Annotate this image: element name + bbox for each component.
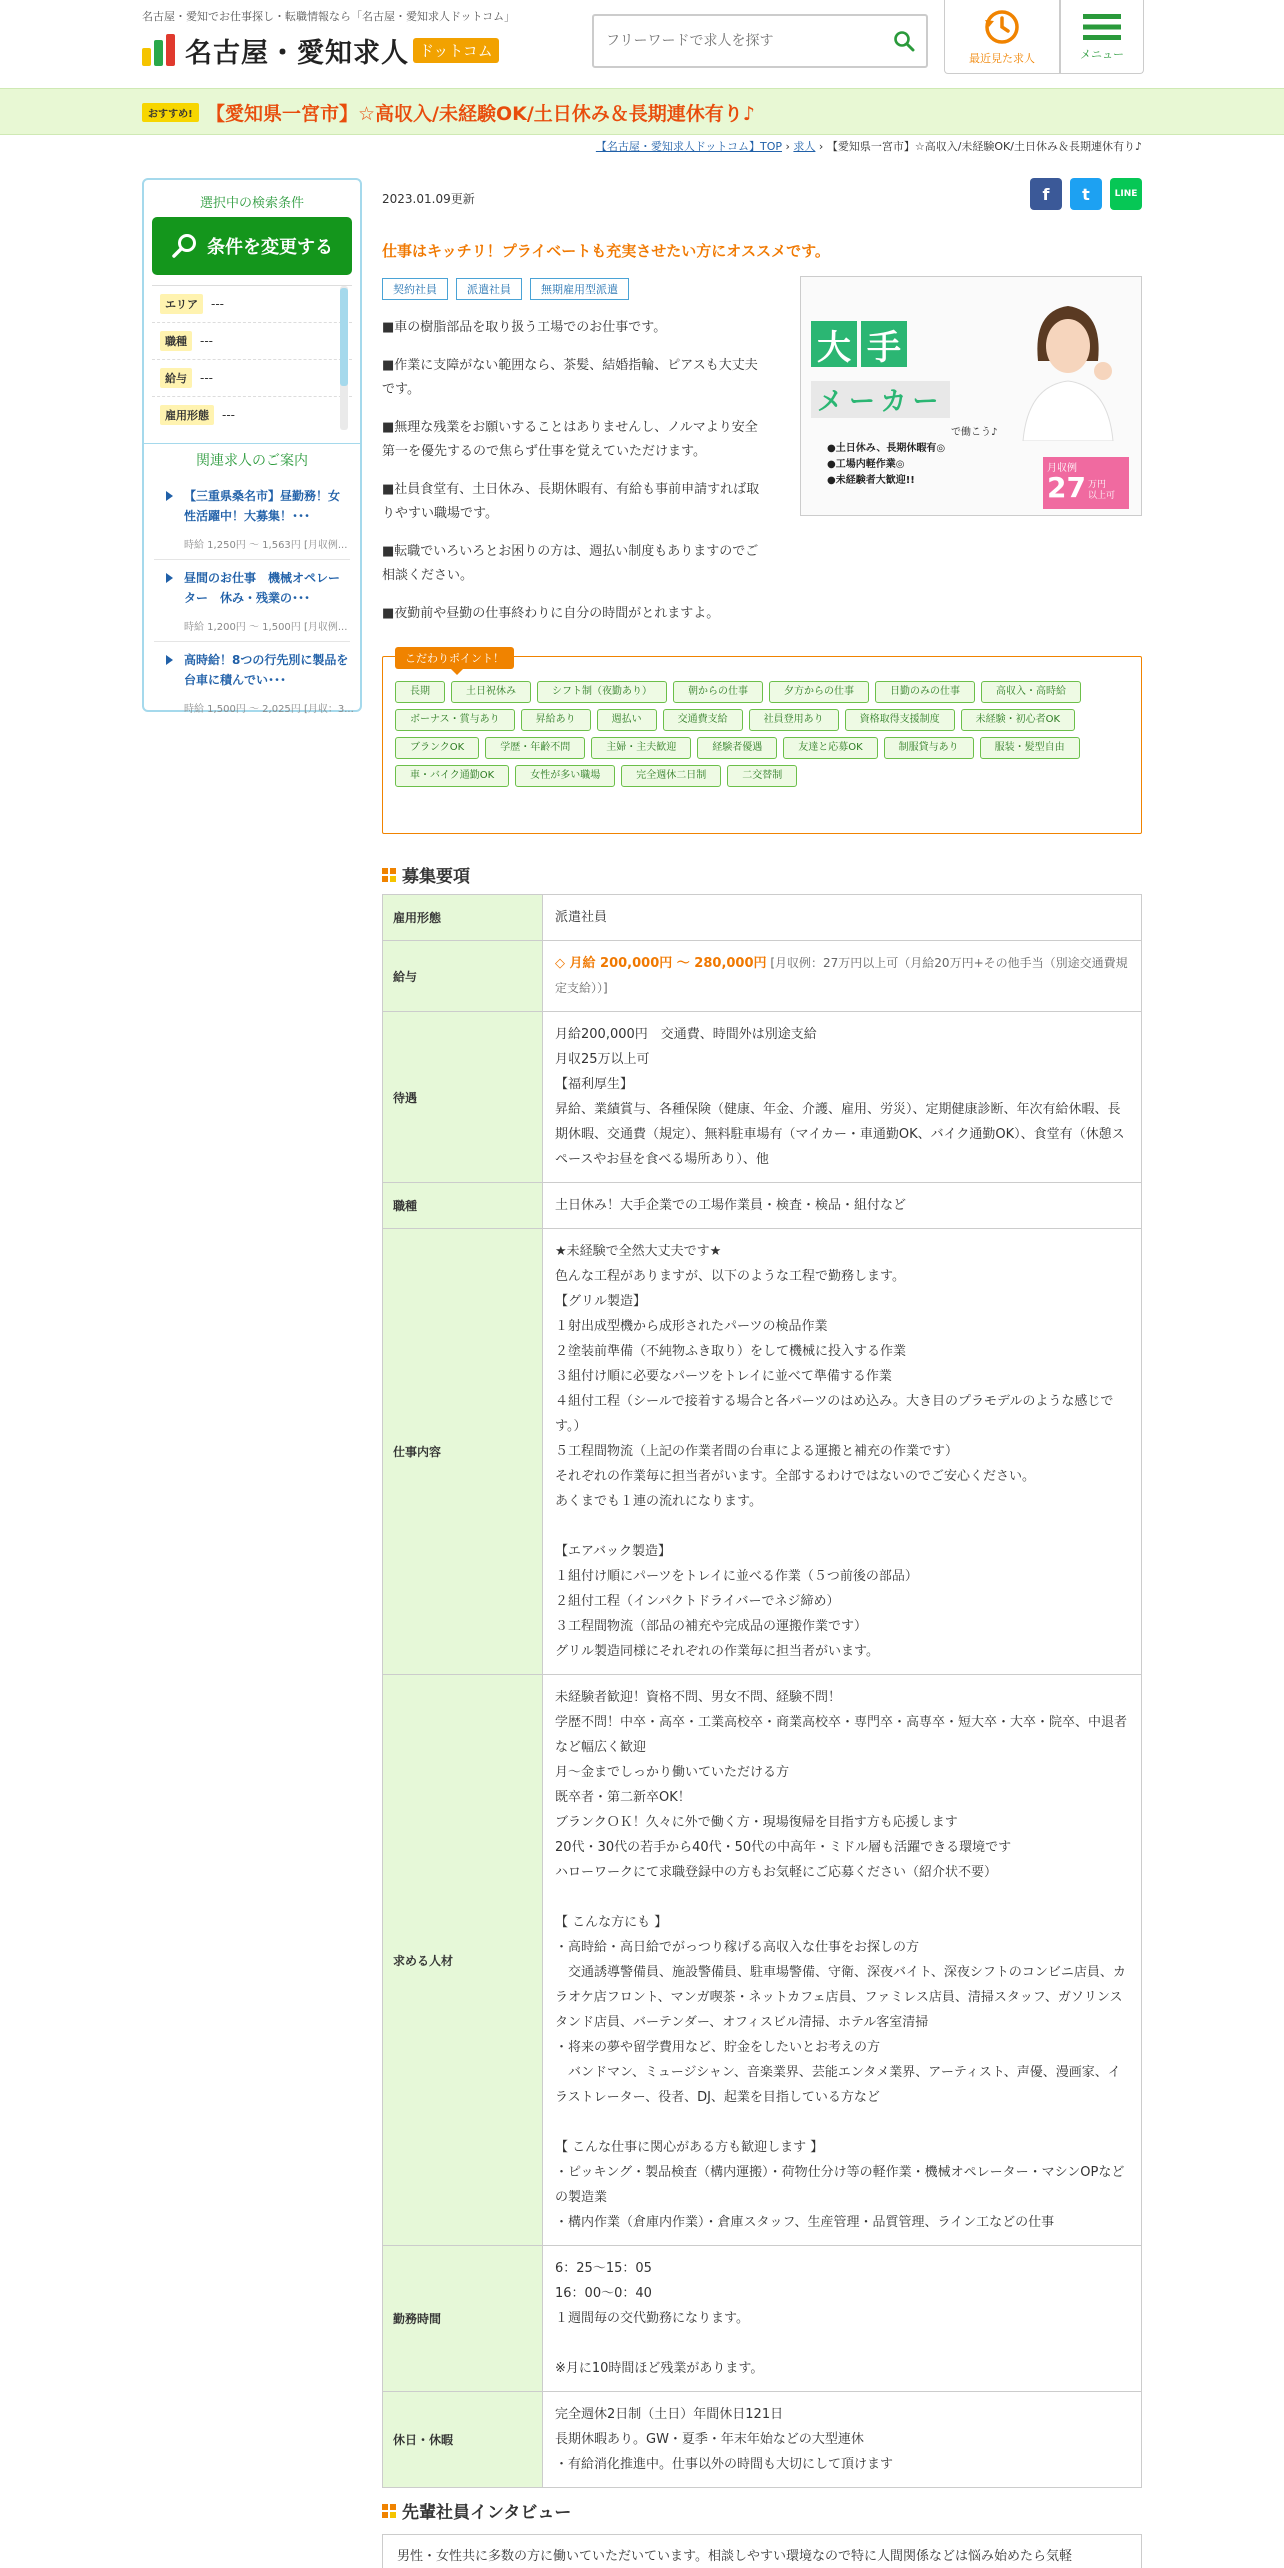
- job-title-bar: [0, 88, 1284, 135]
- breadcrumb-separator: ›: [782, 140, 794, 153]
- table-row: [383, 1229, 1142, 1675]
- condition-job-type: [152, 323, 352, 360]
- updated-date: 2023.01.09更新: [382, 192, 475, 206]
- kodawari-tag[interactable]: 長期: [395, 681, 445, 703]
- page-title: 【愛知県一宮市】☆高収入/未経験OK/土日休み＆長期連休有り♪: [206, 103, 755, 125]
- wanted-value: 未経験者歓迎！資格不問、男女不問、経験不問！ 学歴不問！中卒・高卒・工業高校卒・商業高校卒・専門卒・高専卒・短大卒・大卒・院卒、中退者など幅広く歓迎 月～金までしっかり働いていただける方 既卒者・第二新卒OK！ ブランクＯＫ！久々に外で働く方・現場復帰を目指す方も応援します 20代・30代の若手から40代・50代の中高年・ミドル層も活躍できる環境です ハローワークにて求職登録中の方もお気軽にご応募ください（紹介状不要） 【 こんな方にも 】 ・高時給・高日給でがっつり稼げる高収入な仕事をお探しの方 交通誘導警備員、施設警備員、駐車場警備、守衛、深夜バイト、深夜シフトのコンビニ店員、カラオケ店フロント、マンガ喫茶・ネットカフェ店員、ファミレス店員、清掃スタッフ、ガソリンスタンド店員、バーテンダー、オフィスビル清掃、ホテル客室清掃 ・将来の夢や留学費用など、貯金をしたいとお考えの方 バンドマン、ミュージシャン、音楽業界、芸能エンタメ業界、アーティスト、声優、漫画家、イラストレーター、役者、DJ、起業を目指している方など 【 こんな仕事に関心がある方も歓迎します 】 ・ピッキング・製品検査（構内運搬）・荷物仕分け等の軽作業・機械オペレーター・マシンOPなどの製造業 ・構内作業（倉庫内作業）・倉庫スタッフ、生産管理・品質管理、ライン工などの仕事: [543, 1675, 1142, 2246]
- line-icon: LINE: [1114, 189, 1138, 199]
- hamburger-menu-icon: [1083, 12, 1121, 42]
- row-header: 雇用形態: [383, 895, 543, 941]
- related-job-title[interactable]: 高時給！8つの行先別に製品を台車に積んでい･･･: [184, 653, 349, 687]
- change-conditions-label: 条件を変更する: [207, 237, 333, 258]
- condition-area: [152, 286, 352, 323]
- site-header: [0, 0, 1284, 88]
- banner-point: ●未経験者大歓迎!!: [827, 475, 915, 486]
- banner-income-label: 月収例: [1047, 463, 1077, 474]
- employment-tag: 派遣社員: [456, 278, 522, 300]
- job-description: [382, 316, 770, 640]
- holidays-value: 完全週休2日制（土日）年間休日121日 長期休暇あり。GW・夏季・年末年始などの大型連休 ・有給消化推進中。仕事以外の時間も大切にして頂けます: [543, 2392, 1142, 2488]
- employment-tag: 契約社員: [382, 278, 448, 300]
- keyword-search: [592, 14, 928, 68]
- description-paragraph: ■車の樹脂部品を取り扱う工場でのお仕事です。: [382, 320, 667, 335]
- hours-value: 6：25～15：05 16：00～0：40 １週間毎の交代勤務になります。 ※月に10時間ほど残業があります。: [543, 2246, 1142, 2392]
- table-row: [383, 1012, 1142, 1183]
- related-job-salary: 時給 1,500円 ～ 2,025円 [月収：3...: [184, 704, 354, 715]
- table-row: [383, 941, 1142, 1012]
- kodawari-points: [382, 652, 1142, 834]
- row-header: 仕事内容: [383, 1229, 543, 1675]
- breadcrumb-current: 【愛知県一宮市】☆高収入/未経験OK/土日休み＆長期連休有り♪: [826, 140, 1142, 153]
- kodawari-label: こだわりポイント！: [395, 647, 514, 669]
- related-job-item[interactable]: [154, 642, 354, 723]
- condition-employment: [152, 397, 352, 431]
- logo-text: 名古屋・愛知求人: [185, 37, 409, 69]
- salary-note: [月収例：27万円以上可（月給20万円+その他手当（別途交通費規定支給））]: [555, 956, 1128, 995]
- condition-label: エリア: [160, 294, 203, 314]
- menu-button[interactable]: [1060, 0, 1144, 74]
- banner-point: ●工場内軽作業◎: [827, 459, 905, 470]
- line-share-button[interactable]: [1110, 178, 1142, 210]
- condition-value: ---: [200, 334, 213, 348]
- banner-woman-illustration: [1013, 291, 1123, 441]
- kodawari-tag[interactable]: 学歴・年齢不問: [485, 737, 585, 759]
- search-conditions-heading: 選択中の検索条件: [199, 196, 304, 211]
- interview-box: [382, 2534, 1142, 2568]
- kodawari-tag[interactable]: 社員登用あり: [749, 709, 839, 731]
- job-type-value: 土日休み！大手企業での工場作業員・検査・検品・組付など: [543, 1183, 1142, 1229]
- requirements-table: [382, 894, 1142, 2488]
- kodawari-tag[interactable]: 車・バイク通勤OK: [395, 765, 509, 787]
- description-paragraph: ■無理な残業をお願いすることはありませんし、ノルマより安全第一を優先するので焦らず仕事を覚えていただけます。: [382, 420, 758, 459]
- condition-label: 給与: [160, 368, 192, 388]
- banner-big-char: 手: [861, 321, 907, 367]
- interview-heading: [382, 2498, 571, 2523]
- banner-income-box: [1043, 457, 1129, 509]
- banner-income-value: 27: [1047, 471, 1086, 504]
- conditions-scrollbar[interactable]: [340, 286, 348, 430]
- search-conditions-list[interactable]: [152, 285, 352, 431]
- row-header: 求める人材: [383, 1675, 543, 2246]
- employment-tags: [382, 278, 629, 300]
- breadcrumb-jobs-link[interactable]: 求人: [793, 140, 816, 153]
- employment-type-value: 派遣社員: [543, 895, 1142, 941]
- kodawari-tag[interactable]: 未経験・初心者OK: [961, 709, 1075, 731]
- breadcrumb-separator: ›: [815, 140, 827, 153]
- breadcrumb: [596, 138, 1142, 154]
- scrollbar-thumb[interactable]: [340, 288, 348, 386]
- catchcopy: 仕事はキッチリ！プライベートも充実させたい方にオススメです。: [382, 242, 830, 260]
- kodawari-tag[interactable]: シフト制（夜勤あり）: [537, 681, 667, 703]
- row-header: 給与: [383, 941, 543, 1012]
- facebook-icon: f: [1042, 184, 1050, 204]
- table-row: [383, 1675, 1142, 2246]
- search-input[interactable]: [594, 33, 882, 49]
- twitter-icon: t: [1082, 184, 1090, 204]
- related-job-item[interactable]: [154, 560, 350, 642]
- related-job-title[interactable]: 【三重県桑名市】昼勤務！女性活躍中！大募集！･･･: [184, 489, 341, 523]
- condition-value: ---: [211, 297, 224, 311]
- related-job-title[interactable]: 昼間のお仕事 機械オペレーター 休み・残業の･･･: [184, 571, 341, 605]
- condition-value: ---: [222, 408, 235, 422]
- site-tagline: 名古屋・愛知でお仕事探し・転職情報なら「名古屋・愛知求人ドットコム」: [142, 10, 516, 23]
- salary-cell: [543, 941, 1142, 1012]
- recent-jobs-label: 最近見た求人: [969, 51, 1035, 65]
- related-jobs-heading: 関連求人のご案内: [144, 443, 360, 478]
- kodawari-tag[interactable]: 主婦・主夫歓迎: [591, 737, 691, 759]
- kodawari-tag[interactable]: 女性が多い職場: [515, 765, 615, 787]
- search-button[interactable]: [882, 16, 926, 66]
- kodawari-tag[interactable]: 経験者優遇: [697, 737, 777, 759]
- description-paragraph: ■転職でいろいろとお困りの方は、週払い制度もありますのでご相談ください。: [382, 544, 759, 583]
- banner-income-suffix: 以上可: [1087, 491, 1115, 501]
- benefits-value: 月給200,000円 交通費、時間外は別途支給 月収25万以上可 【福利厚生】 昇給、業績賞与、各種保険（健康、年金、介護、雇用、労災）、定期健康診断、年次有給休暇、長期休暇、交通費（規定）、無料駐車場有（マイカー・車通勤OK、バイク通勤OK）、食堂有（休憩スペースやお昼を食べる場所あり）、他: [543, 1012, 1142, 1183]
- row-header: 休日・休暇: [383, 2392, 543, 2488]
- history-clock-icon: [983, 8, 1021, 46]
- related-job-salary: 時給 1,250円 ～ 1,563円 [月収例...: [184, 540, 348, 551]
- kodawari-tag[interactable]: ボーナス・賞与あり: [395, 709, 515, 731]
- facebook-share-button[interactable]: [1030, 178, 1062, 210]
- description-paragraph: ■社員食堂有、土日休み、長期休暇有、有給も事前申請すれば取りやすい職場です。: [382, 482, 760, 521]
- kodawari-tag[interactable]: 友達と応募OK: [783, 737, 877, 759]
- kodawari-tag[interactable]: 資格取得支援制度: [845, 709, 955, 731]
- row-header: 職種: [383, 1183, 543, 1229]
- banner-maker-text: メーカー: [811, 381, 950, 418]
- kodawari-tag[interactable]: 二交替制: [727, 765, 797, 787]
- search-icon: [893, 30, 915, 52]
- table-row: [383, 1183, 1142, 1229]
- condition-salary: [152, 360, 352, 397]
- kodawari-tag[interactable]: 服装・髪型自由: [980, 737, 1080, 759]
- banner-point: ●土日休み、長期休暇有◎: [827, 443, 946, 454]
- kodawari-tag[interactable]: 日勤のみの仕事: [875, 681, 975, 703]
- kodawari-tag[interactable]: 制服貸与あり: [884, 737, 974, 759]
- kodawari-tag[interactable]: 土日祝休み: [451, 681, 531, 703]
- condition-label: 職種: [160, 331, 192, 351]
- site-logo[interactable]: [142, 30, 499, 70]
- interview-text: 男性・女性共に多数の方に働いていただいています。相談しやすい環境なので特に人間関係などは悩み始めたら気軽: [397, 2549, 1072, 2564]
- share-buttons: [1030, 178, 1142, 210]
- requirements-heading: [382, 862, 470, 887]
- kodawari-tag[interactable]: 交通費支給: [663, 709, 743, 731]
- duties-value: ★未経験で全然大丈夫です★ 色んな工程がありますが、以下のような工程で勤務します。 【グリル製造】 １射出成型機から成形されたパーツの検品作業 ２塗装前準備（不純物ふき取り）をして機械に投入する作業 ３組付け順に必要なパーツをトレイに並べて準備する作業 ４組付工程（シールで接着する場合と各パーツのはめ込み。大き目のプラモデルのような感じです。） ５工程間物流（上記の作業者間の台車による運搬と補充の作業です） それぞれの作業毎に担当者がいます。全部するわけではないのでご安心ください。 あくまでも１連の流れになります。 【エアバック製造】 １組付け順にパーツをトレイに並べる作業（５つ前後の部品） ２組付工程（インパクトドライバーでネジ締め） ３工程間物流（部品の補充や完成品の運搬作業です） グリル製造同様にそれぞれの作業毎に担当者がいます。: [543, 1229, 1142, 1675]
- interview-heading-text: 先輩社員インタビュー: [402, 2503, 572, 2523]
- kodawari-tag[interactable]: 週払い: [597, 709, 657, 731]
- banner-income-unit: 万円: [1087, 480, 1106, 490]
- kodawari-tag[interactable]: 夕方からの仕事: [769, 681, 869, 703]
- condition-label: 雇用形態: [160, 405, 214, 425]
- job-banner-image: [800, 276, 1142, 516]
- table-row: [383, 2246, 1142, 2392]
- breadcrumb-home-link[interactable]: 【名古屋・愛知求人ドットコム】TOP: [595, 140, 783, 153]
- table-row: [383, 2392, 1142, 2488]
- table-row: [383, 895, 1142, 941]
- change-conditions-button[interactable]: [152, 217, 352, 275]
- kodawari-tag[interactable]: 高収入・高時給: [981, 681, 1081, 703]
- kodawari-tag[interactable]: ブランクOK: [395, 737, 479, 759]
- description-paragraph: ■夜勤前や昼勤の仕事終わりに自分の時間がとれますよ。: [382, 606, 720, 621]
- description-paragraph: ■作業に支障がない範囲なら、茶髪、結婚指輪、ピアスも大丈夫です。: [382, 358, 758, 397]
- row-header: 勤務時間: [383, 2246, 543, 2392]
- twitter-share-button[interactable]: [1070, 178, 1102, 210]
- kodawari-tag[interactable]: 完全週休二日制: [621, 765, 721, 787]
- kodawari-tag[interactable]: 朝からの仕事: [673, 681, 763, 703]
- banner-points: [827, 441, 945, 489]
- salary-range: ◇ 月給 200,000円 ～ 280,000円: [555, 956, 767, 971]
- logo-mark: [142, 34, 175, 66]
- banner-big-char: 大: [811, 321, 857, 367]
- sidebar: [142, 178, 362, 715]
- related-job-salary: 時給 1,200円 ～ 1,500円 [月収例...: [184, 622, 348, 633]
- employment-tag: 無期雇用型派遣: [530, 278, 629, 300]
- recommend-badge: おすすめ!: [142, 103, 199, 122]
- logo-suffix: ドットコム: [413, 38, 499, 63]
- recent-jobs-button[interactable]: [944, 0, 1060, 74]
- banner-sub-text: で働こう♪: [951, 427, 998, 438]
- kodawari-tag-list: [395, 681, 1135, 787]
- kodawari-tag[interactable]: 昇給あり: [521, 709, 591, 731]
- grid-icon: [382, 868, 396, 882]
- menu-label: メニュー: [1080, 47, 1124, 61]
- grid-icon: [382, 2504, 396, 2518]
- row-header: 待遇: [383, 1012, 543, 1183]
- related-job-item[interactable]: [154, 478, 350, 560]
- search-icon: [171, 232, 199, 260]
- condition-value: ---: [200, 371, 213, 385]
- requirements-heading-text: 募集要項: [402, 867, 470, 887]
